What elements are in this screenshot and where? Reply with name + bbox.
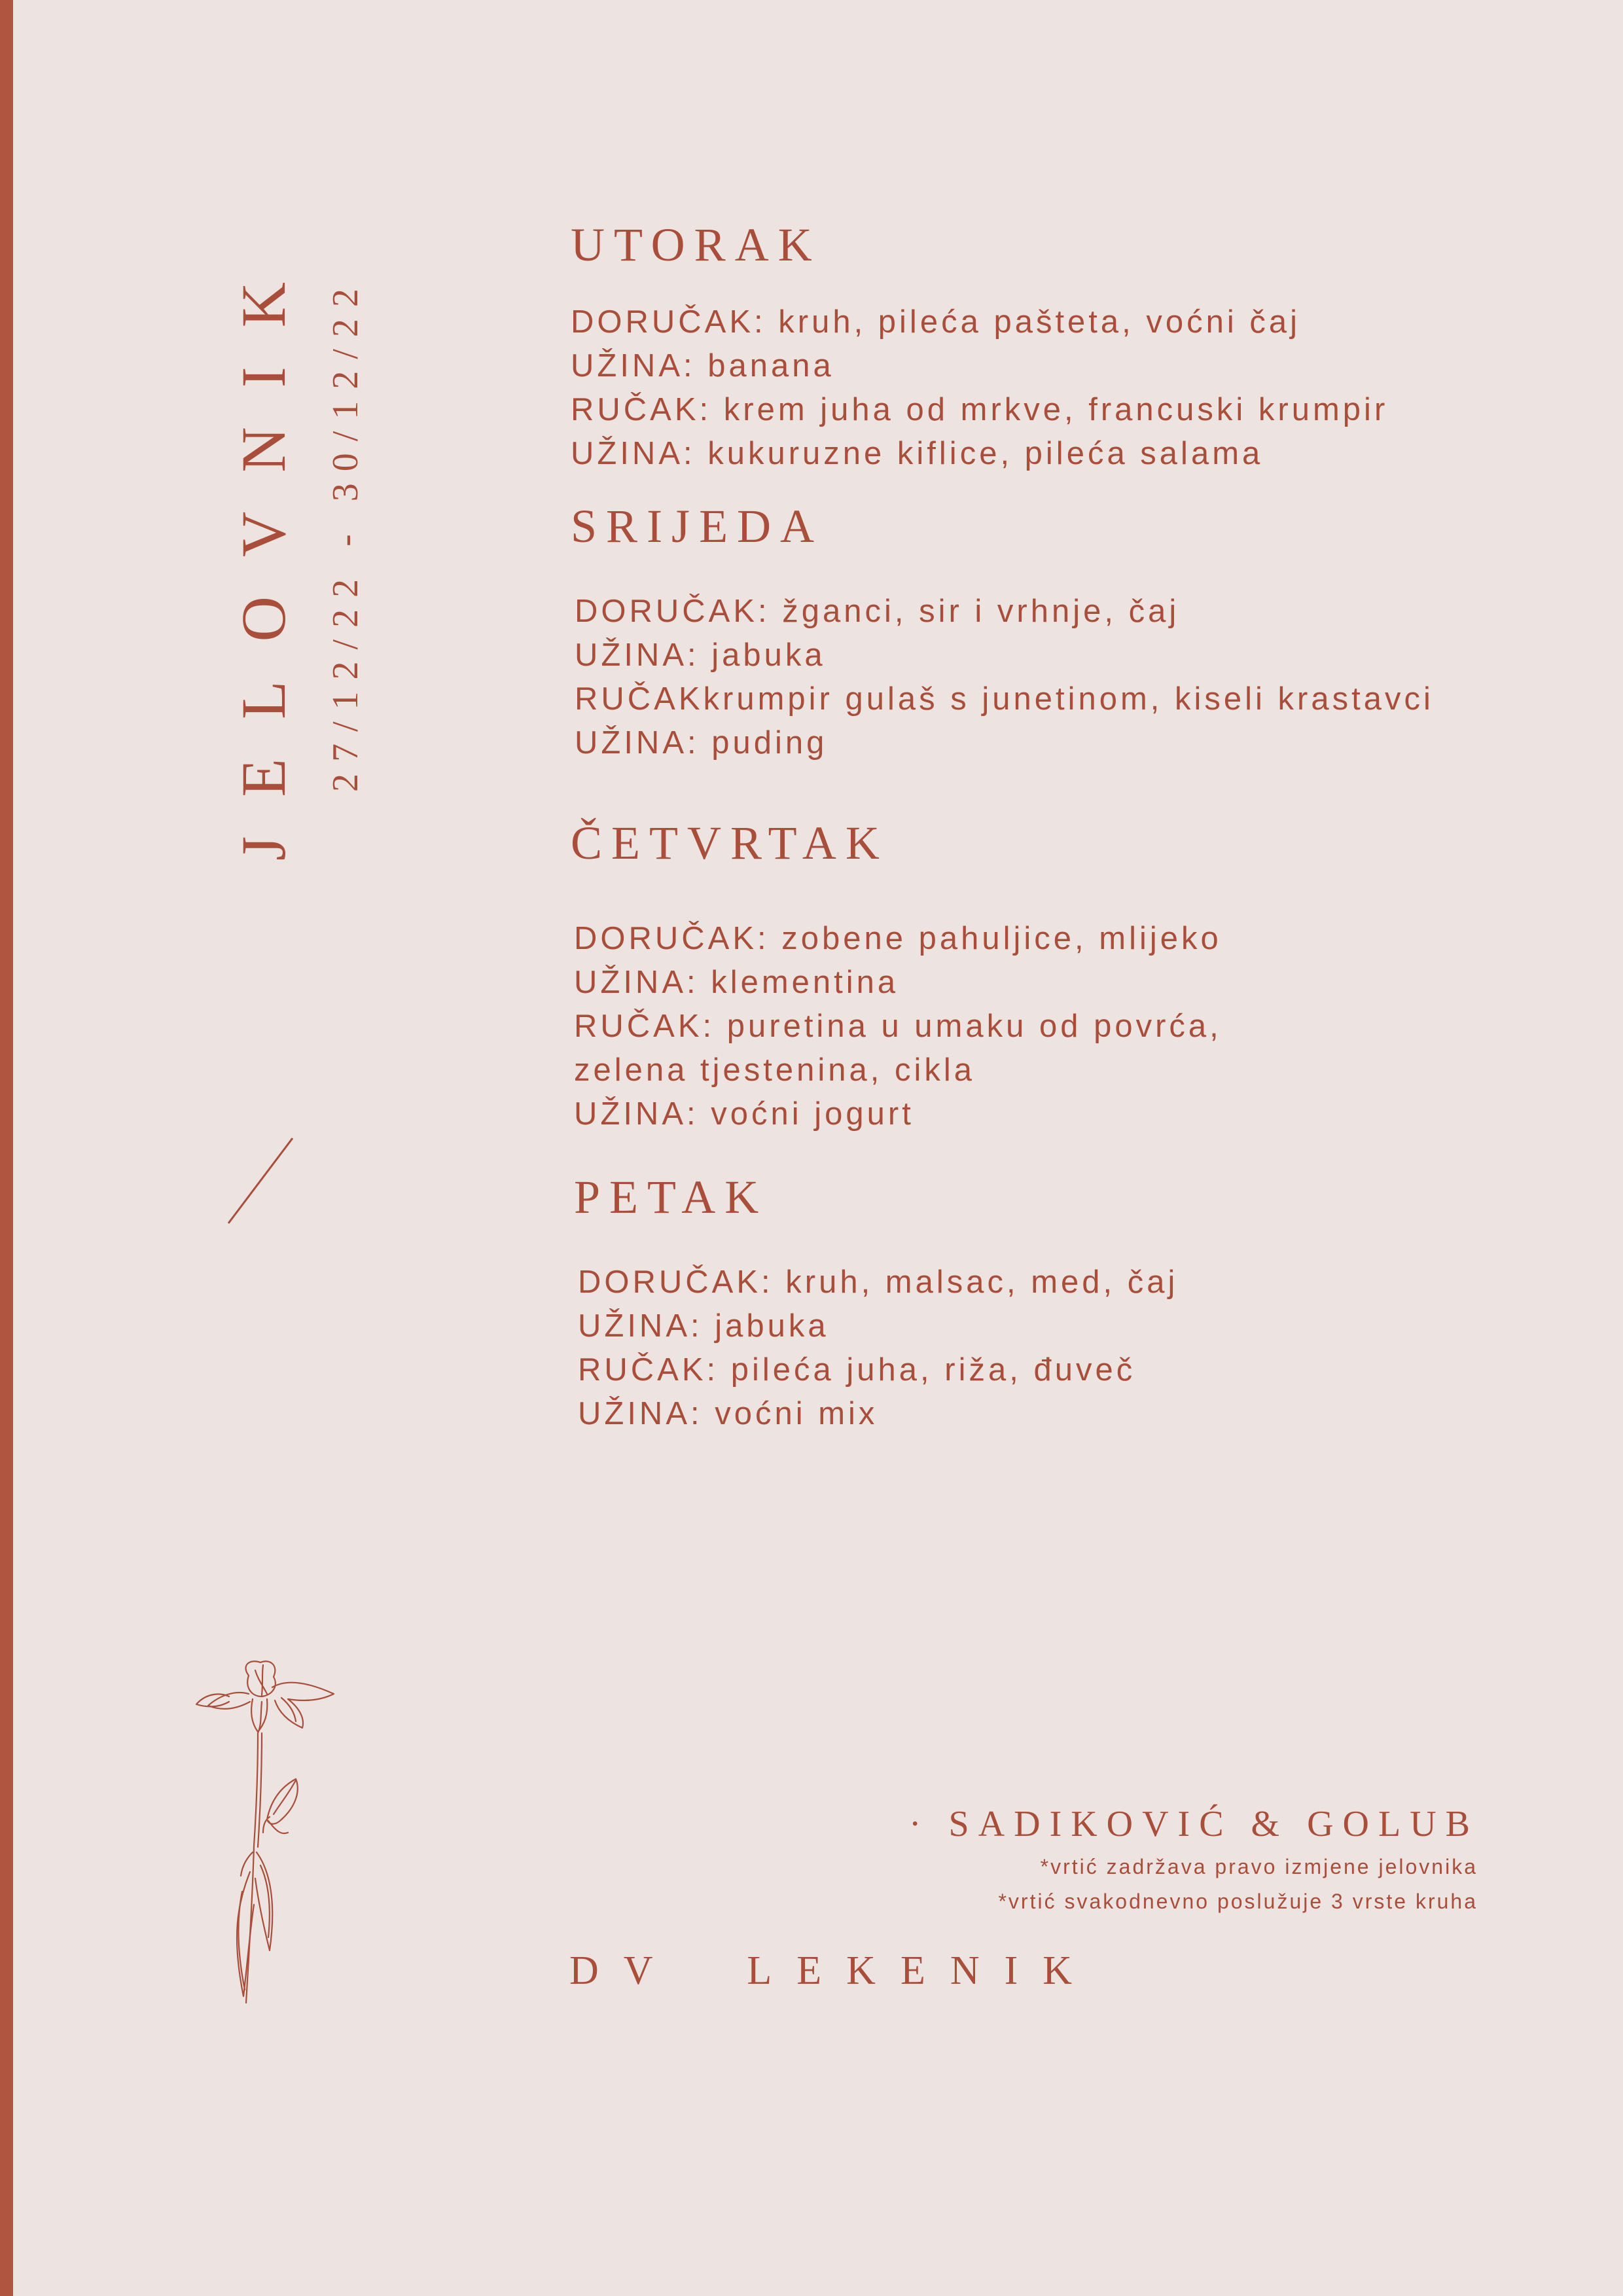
meal-item: DORUČAK: zobene pahuljice, mlijeko (574, 921, 1222, 956)
day-section-utorak (571, 221, 1388, 476)
diagonal-slash-divider (226, 1136, 298, 1227)
day-section-srijeda (571, 500, 1434, 765)
day-title: ČETVRTAK (571, 817, 889, 869)
meal-item: DORUČAK: kruh, malsac, med, čaj (578, 1265, 1179, 1300)
meal-item: UŽINA: voćni mix (578, 1396, 878, 1431)
meal-list (578, 1261, 1178, 1436)
meal-item: RUČAK: pileća juha, riža, đuveč (578, 1352, 1136, 1388)
authors-signature: · SADIKOVIĆ & GOLUB (908, 1804, 1479, 1844)
day-title: UTORAK (571, 219, 821, 271)
day-title: SRIJEDA (571, 500, 824, 552)
footnote: *vrtić zadržava pravo izmjene jelovnika (1040, 1855, 1478, 1878)
meal-item: RUČAK: puretina u umaku od povrća, (574, 1009, 1222, 1044)
meal-item: DORUČAK: žganci, sir i vrhnje, čaj (575, 594, 1180, 629)
footnotes (998, 1850, 1478, 1919)
kindergarten-name: DV LEKENIK (569, 1948, 1097, 1993)
meal-item: DORUČAK: kruh, pileća pašteta, voćni čaj (571, 304, 1301, 340)
date-range: 27/12/22 - 30/12/22 (325, 277, 366, 792)
day-section-petak (574, 1171, 1179, 1436)
meal-list (571, 300, 1388, 476)
meal-item: UŽINA: jabuka (578, 1308, 829, 1344)
meal-item: UŽINA: puding (575, 725, 828, 761)
day-section-cetvrtak (571, 819, 1222, 1136)
meal-item: RUČAKkrumpir gulaš s junetinom, kiseli krastavci (575, 681, 1434, 717)
meal-item: UŽINA: kukuruzne kiflice, pileća salama (571, 436, 1264, 471)
meal-list (575, 590, 1434, 765)
day-title: PETAK (574, 1171, 768, 1223)
meal-list (574, 917, 1222, 1136)
left-accent-bar (0, 0, 13, 2296)
page-title: JELOVNIK (228, 243, 298, 861)
meal-item: UŽINA: voćni jogurt (574, 1096, 914, 1132)
meal-item: RUČAK: krem juha od mrkve, francuski krumpir (571, 392, 1389, 427)
meal-item: zelena tjestenina, cikla (574, 1052, 976, 1088)
meal-item: UŽINA: jabuka (575, 637, 826, 673)
meal-item: UŽINA: banana (571, 348, 834, 384)
footnote: *vrtić svakodnevno poslužuje 3 vrste kruha (998, 1890, 1478, 1913)
meal-item: UŽINA: klementina (574, 965, 899, 1000)
iris-flower-icon (190, 1656, 347, 2009)
